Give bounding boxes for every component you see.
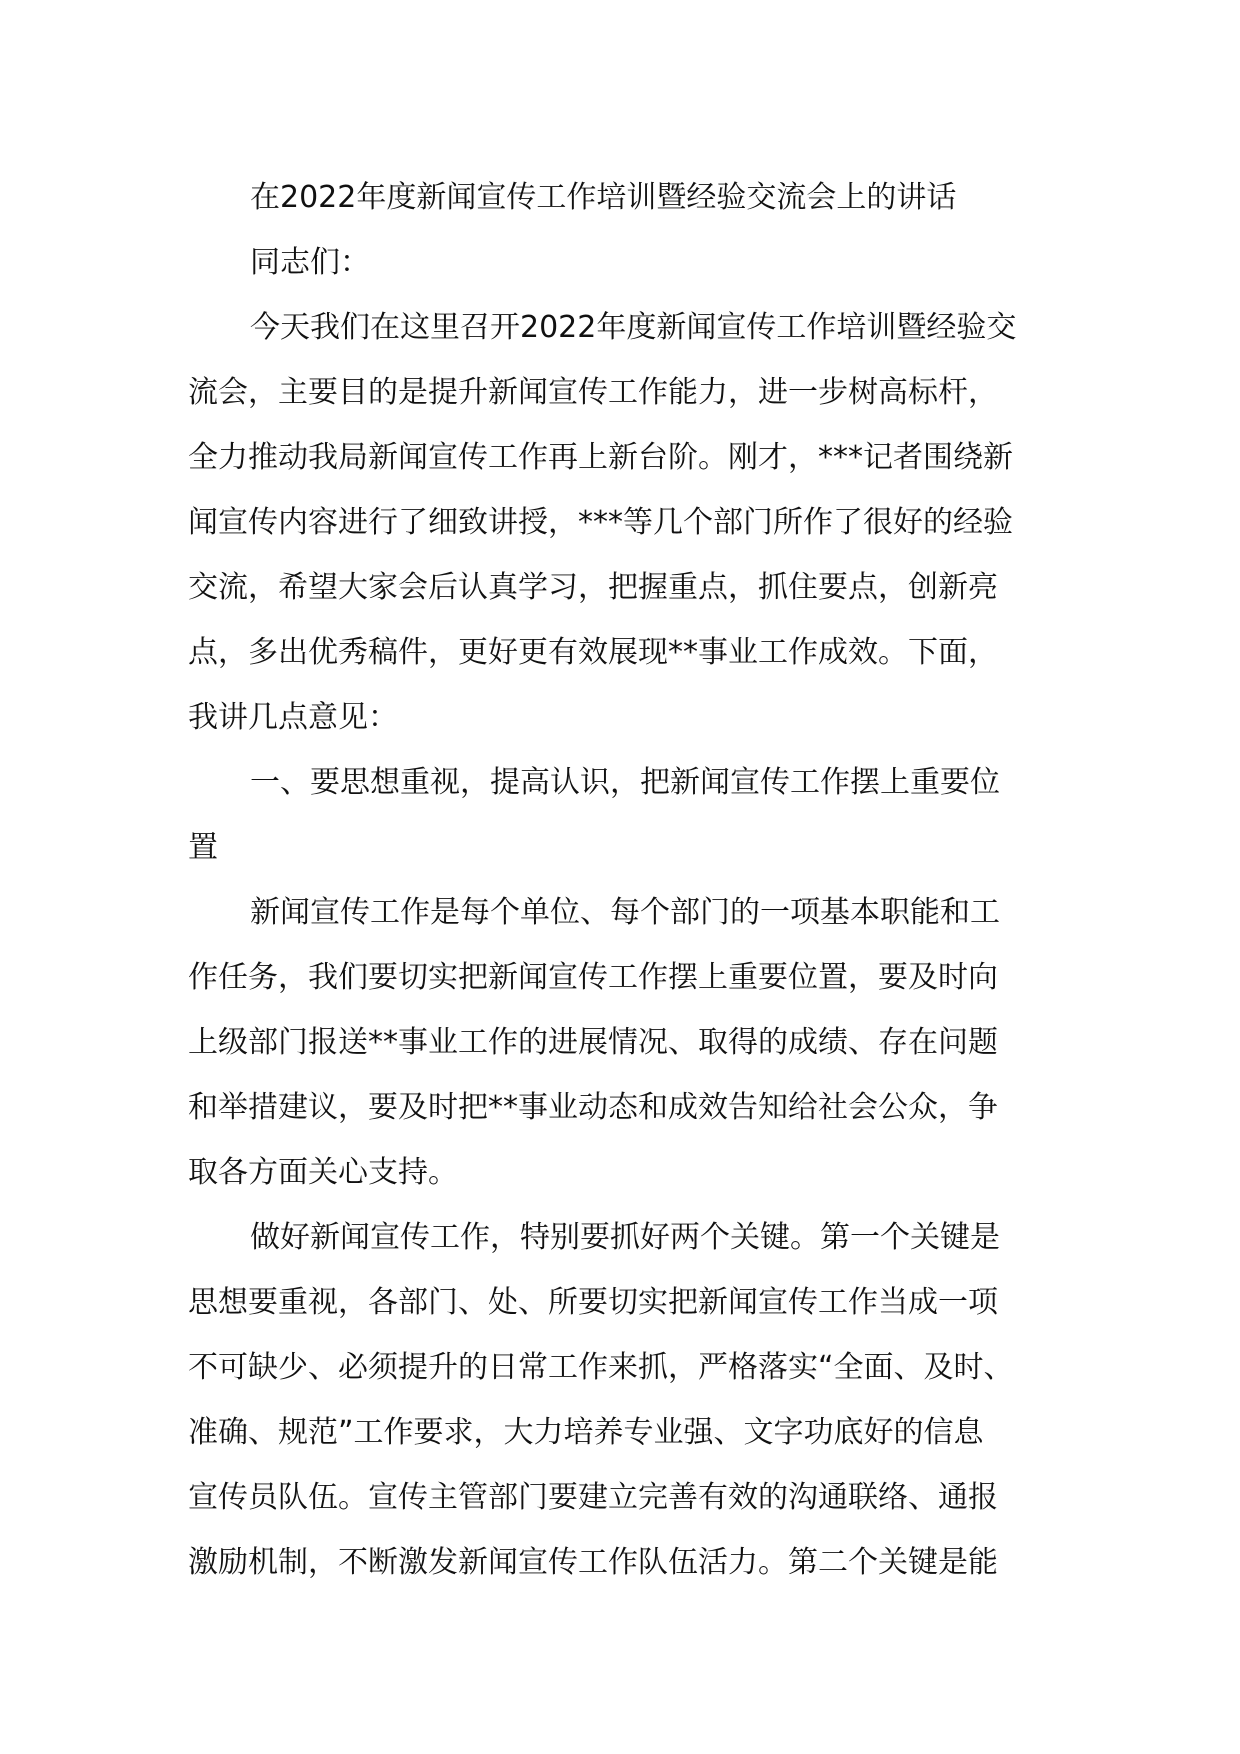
paragraph-line: 激励机制，不断激发新闻宣传工作队伍活力。第二个关键是能 — [188, 1545, 998, 1580]
paragraph-line: 取各方面关心支持。 — [188, 1155, 458, 1190]
paragraph-line: 上级部门报送**事业工作的进展情况、取得的成绩、存在问题 — [188, 1025, 998, 1060]
paragraph-line: 新闻宣传工作是每个单位、每个部门的一项基本职能和工 — [250, 895, 1000, 930]
salutation: 同志们： — [250, 245, 370, 280]
paragraph-line: 思想要重视，各部门、处、所要切实把新闻宣传工作当成一项 — [188, 1285, 998, 1320]
paragraph-line: 流会，主要目的是提升新闻宣传工作能力，进一步树高标杆， — [188, 375, 998, 410]
paragraph-line: 闻宣传内容进行了细致讲授，***等几个部门所作了很好的经验 — [188, 505, 1013, 540]
paragraph-line: 宣传员队伍。宣传主管部门要建立完善有效的沟通联络、通报 — [188, 1480, 998, 1515]
speech-title: 在2022年度新闻宣传工作培训暨经验交流会上的讲话 — [250, 180, 957, 215]
paragraph-line: 不可缺少、必须提升的日常工作来抓，严格落实“全面、及时、 — [188, 1350, 1014, 1385]
paragraph-line: 准确、规范”工作要求，大力培养专业强、文字功底好的信息 — [188, 1415, 984, 1450]
paragraph-line: 全力推动我局新闻宣传工作再上新台阶。刚才，***记者围绕新 — [188, 440, 1013, 475]
paragraph-line: 交流，希望大家会后认真学习，把握重点，抓住要点，创新亮 — [188, 570, 998, 605]
paragraph-line: 点，多出优秀稿件，更好更有效展现**事业工作成效。下面， — [188, 635, 998, 670]
paragraph-line: 和举措建议，要及时把**事业动态和成效告知给社会公众，争 — [188, 1090, 998, 1125]
paragraph-line: 我讲几点意见： — [188, 700, 398, 735]
section-heading: 一、要思想重视，提高认识，把新闻宣传工作摆上重要位 — [250, 765, 1000, 800]
paragraph-line: 做好新闻宣传工作，特别要抓好两个关键。第一个关键是 — [250, 1220, 1000, 1255]
section-heading-continued: 置 — [188, 830, 218, 865]
paragraph-line: 今天我们在这里召开2022年度新闻宣传工作培训暨经验交 — [250, 310, 1017, 345]
paragraph-line: 作任务，我们要切实把新闻宣传工作摆上重要位置，要及时向 — [188, 960, 998, 995]
